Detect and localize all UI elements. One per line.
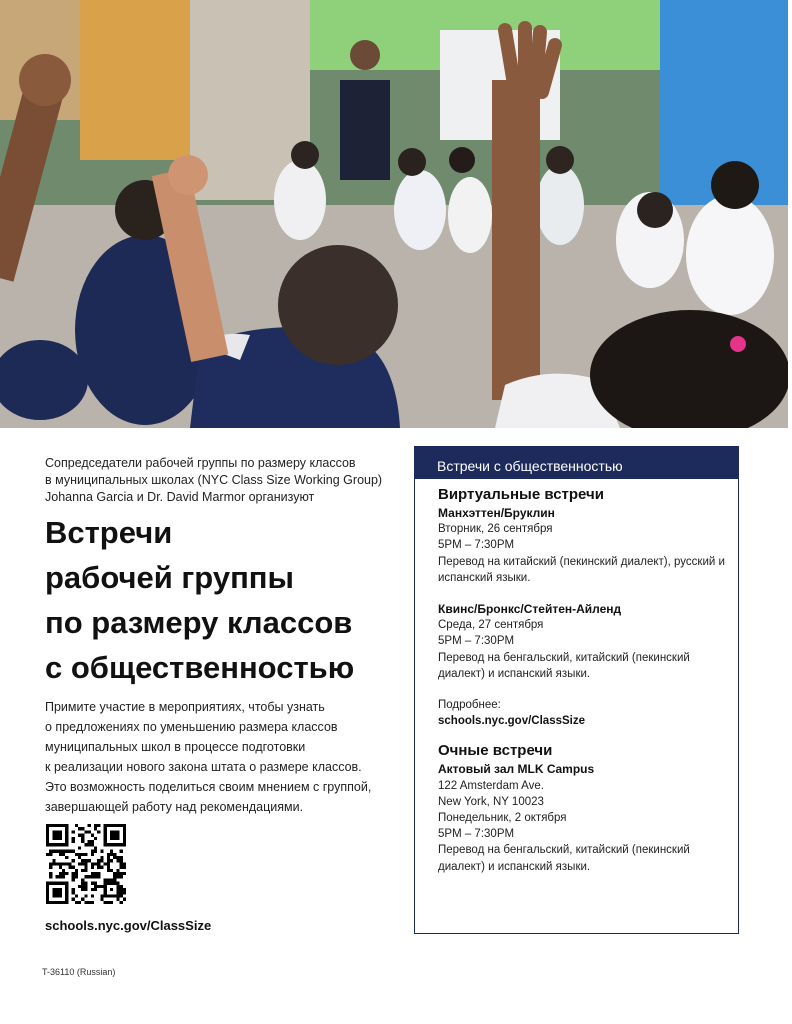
- panel-header: Встречи с общественностью: [415, 447, 738, 479]
- intro-line: Johanna Garcia и Dr. David Marmor организуют: [45, 490, 315, 504]
- meeting-time: 5PM – 7:30PM: [438, 635, 515, 648]
- meeting-place: Манхэттен/Бруклин: [438, 506, 555, 520]
- venue-name: Актовый зал MLK Campus: [438, 762, 595, 777]
- more-info-label: Подробнее:: [438, 699, 501, 712]
- qr-code-graphic: [46, 824, 126, 904]
- title-line: Встречи: [45, 515, 173, 550]
- body-line: о предложениях по уменьшению размера классов: [45, 720, 338, 734]
- meeting-place: Квинс/Бронкс/Стейтен-Айленд: [438, 602, 622, 617]
- body-line: Это возможность поделиться своим мнением с группой,: [45, 780, 372, 794]
- body-line: Примите участие в мероприятиях, чтобы узнать: [45, 700, 325, 714]
- more-info-link[interactable]: schools.nyc.gov/ClassSize: [438, 715, 586, 728]
- meeting-translation: Перевод на бенгальский, китайский (пекинский диалект) и испанский языки.: [438, 844, 690, 873]
- title-line: рабочей группы: [45, 560, 294, 595]
- title-line: по размеру классов: [45, 605, 353, 640]
- panel-body: [415, 479, 738, 875]
- hero-photo: [0, 0, 788, 428]
- title-line: с общественностью: [45, 650, 355, 685]
- meetings-panel: [414, 446, 739, 934]
- meeting-date: Среда, 27 сентября: [438, 619, 544, 632]
- intro-line: в муниципальных школах (NYC Class Size Working Group): [45, 473, 383, 487]
- form-code: T-36110 (Russian): [42, 967, 116, 977]
- meeting-translation: Перевод на китайский (пекинский диалект), русский и испанский языки.: [438, 555, 725, 584]
- body-paragraph: [45, 697, 405, 817]
- body-line: муниципальных школ в процессе подготовки: [45, 740, 306, 754]
- body-line: к реализации нового закона штата о размере классов.: [45, 760, 362, 774]
- virtual-meetings-title: Виртуальные встречи: [438, 486, 604, 503]
- body-line: завершающей работу над рекомендациями.: [45, 800, 304, 814]
- website-link[interactable]: schools.nyc.gov/ClassSize: [45, 918, 212, 933]
- meeting-date: Вторник, 26 сентября: [438, 523, 553, 536]
- qr-code-icon[interactable]: [46, 824, 126, 904]
- meeting-date: Понедельник, 2 октября: [438, 812, 567, 825]
- venue-address-line2: New York, NY 10023: [438, 795, 544, 808]
- intro-text: [45, 455, 395, 506]
- page-title: [45, 510, 405, 690]
- meeting-time: 5PM – 7:30PM: [438, 539, 515, 552]
- inperson-meetings-title: Очные встречи: [438, 742, 553, 760]
- intro-line: Сопредседатели рабочей группы по размеру классов: [45, 456, 356, 470]
- meeting-time: 5PM – 7:30PM: [438, 828, 515, 841]
- meeting-translation: Перевод на бенгальский, китайский (пекинский диалект) и испанский языки.: [438, 651, 690, 680]
- classroom-photo-illustration: [0, 0, 788, 428]
- venue-address-line1: 122 Amsterdam Ave.: [438, 779, 544, 792]
